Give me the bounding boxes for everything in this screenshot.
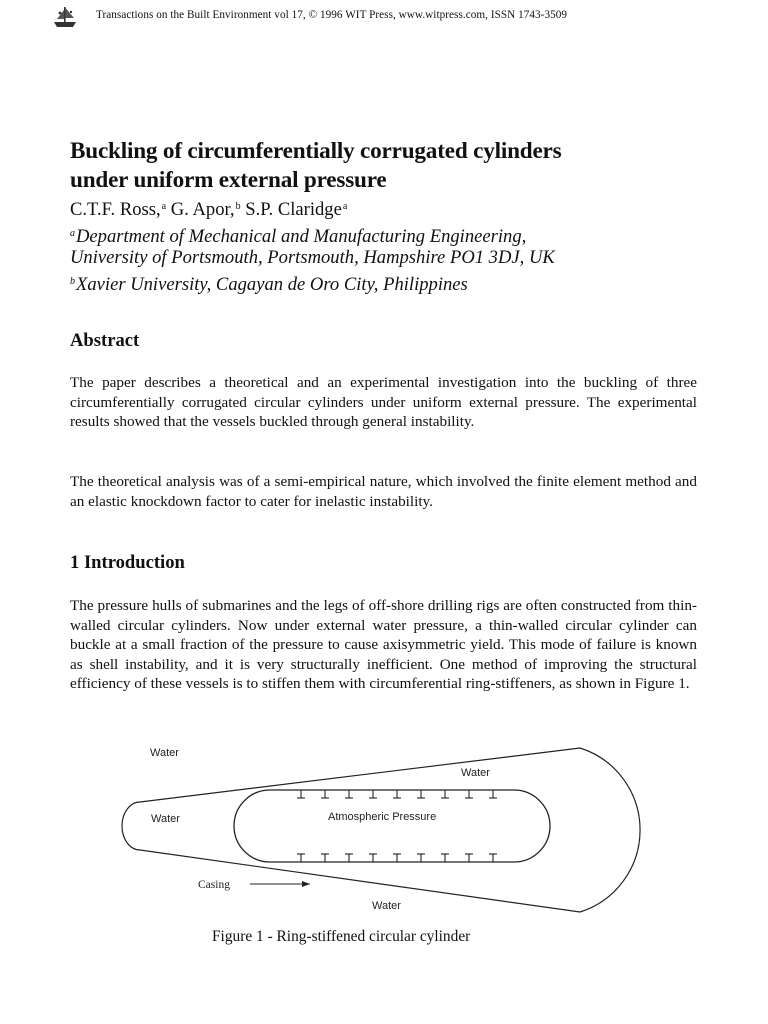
label-water-outer-top: Water	[150, 747, 179, 759]
label-water-left: Water	[151, 813, 180, 825]
label-atmospheric-pressure: Atmospheric Pressure	[328, 811, 437, 823]
affiliation-text: University of Portsmouth, Portsmouth, Hampshire PO1 3DJ, UK	[70, 247, 555, 268]
author-name: S.P. Claridge	[245, 199, 342, 220]
author-affil-mark: b	[235, 201, 241, 212]
author-affil-mark: a	[342, 201, 348, 212]
label-water-bottom: Water	[372, 900, 401, 912]
abstract-heading: Abstract	[70, 330, 140, 351]
casing-arrow-head	[302, 881, 310, 887]
introduction-heading: 1 Introduction	[70, 552, 185, 573]
paper-title	[70, 137, 730, 195]
author-name: C.T.F. Ross,	[70, 199, 161, 220]
affiliation-b-line-1	[70, 270, 468, 297]
abstract-paragraph-2: The theoretical analysis was of a semi-empirical nature, which involved the finite element method and an elastic knockdown factor to cater for inelastic instability.	[70, 473, 697, 510]
author-list	[70, 199, 347, 221]
figure-1-diagram	[110, 740, 670, 920]
affiliation-text: Department of Mechanical and Manufacturing Engineering,	[76, 226, 527, 247]
affiliation-a-line-2	[70, 246, 555, 270]
ring-stiffeners-bottom	[297, 854, 497, 862]
affil-mark-a: a	[70, 228, 75, 239]
journal-header-text: Transactions on the Built Environment vol 17, © 1996 WIT Press, www.witpress.com, ISSN 1743-3509	[96, 9, 568, 21]
label-water-inner-top: Water	[461, 767, 490, 779]
abstract-paragraph-1: The paper describes a theoretical and an experimental investigation into the buckling of three circumferentially corrugated circular cylinders under uniform external pressure. The experimental results showed that the vessels buckled through general instability.	[70, 374, 697, 431]
ring-stiffeners-top	[297, 790, 497, 798]
page-header	[50, 4, 750, 30]
label-casing: Casing	[198, 879, 230, 891]
affiliation-a-line-1	[70, 222, 526, 249]
affil-mark-b: b	[70, 276, 75, 287]
title-line-1: Buckling of circumferentially corrugated cylinders	[70, 138, 562, 164]
figure-1-caption: Figure 1 - Ring-stiffened circular cylinder	[212, 928, 471, 945]
pressure-hull-outline	[234, 790, 550, 862]
affiliation-text: Xavier University, Cagayan de Oro City, Philippines	[76, 274, 468, 295]
figure-1	[110, 740, 670, 920]
title-line-2: under uniform external pressure	[70, 167, 387, 193]
introduction-paragraph-1: The pressure hulls of submarines and the legs of off-shore drilling rigs are often constructed from thin-walled circular cylinders. Now under external water pressure, a thin-walled circular cylinder can buckle at a small fraction of the pressure to cause axisymmetric yield. This mode of failure is known as shell instability, and it is very structurally inefficient. One method of improving the structural efficiency of these vessels is to stiffen them with circumferential ring-stiffeners, as shown in Figure 1.	[70, 597, 697, 693]
publisher-logo-icon	[50, 4, 80, 30]
author-affil-mark: a	[161, 201, 167, 212]
author-name: G. Apor,	[170, 199, 235, 220]
